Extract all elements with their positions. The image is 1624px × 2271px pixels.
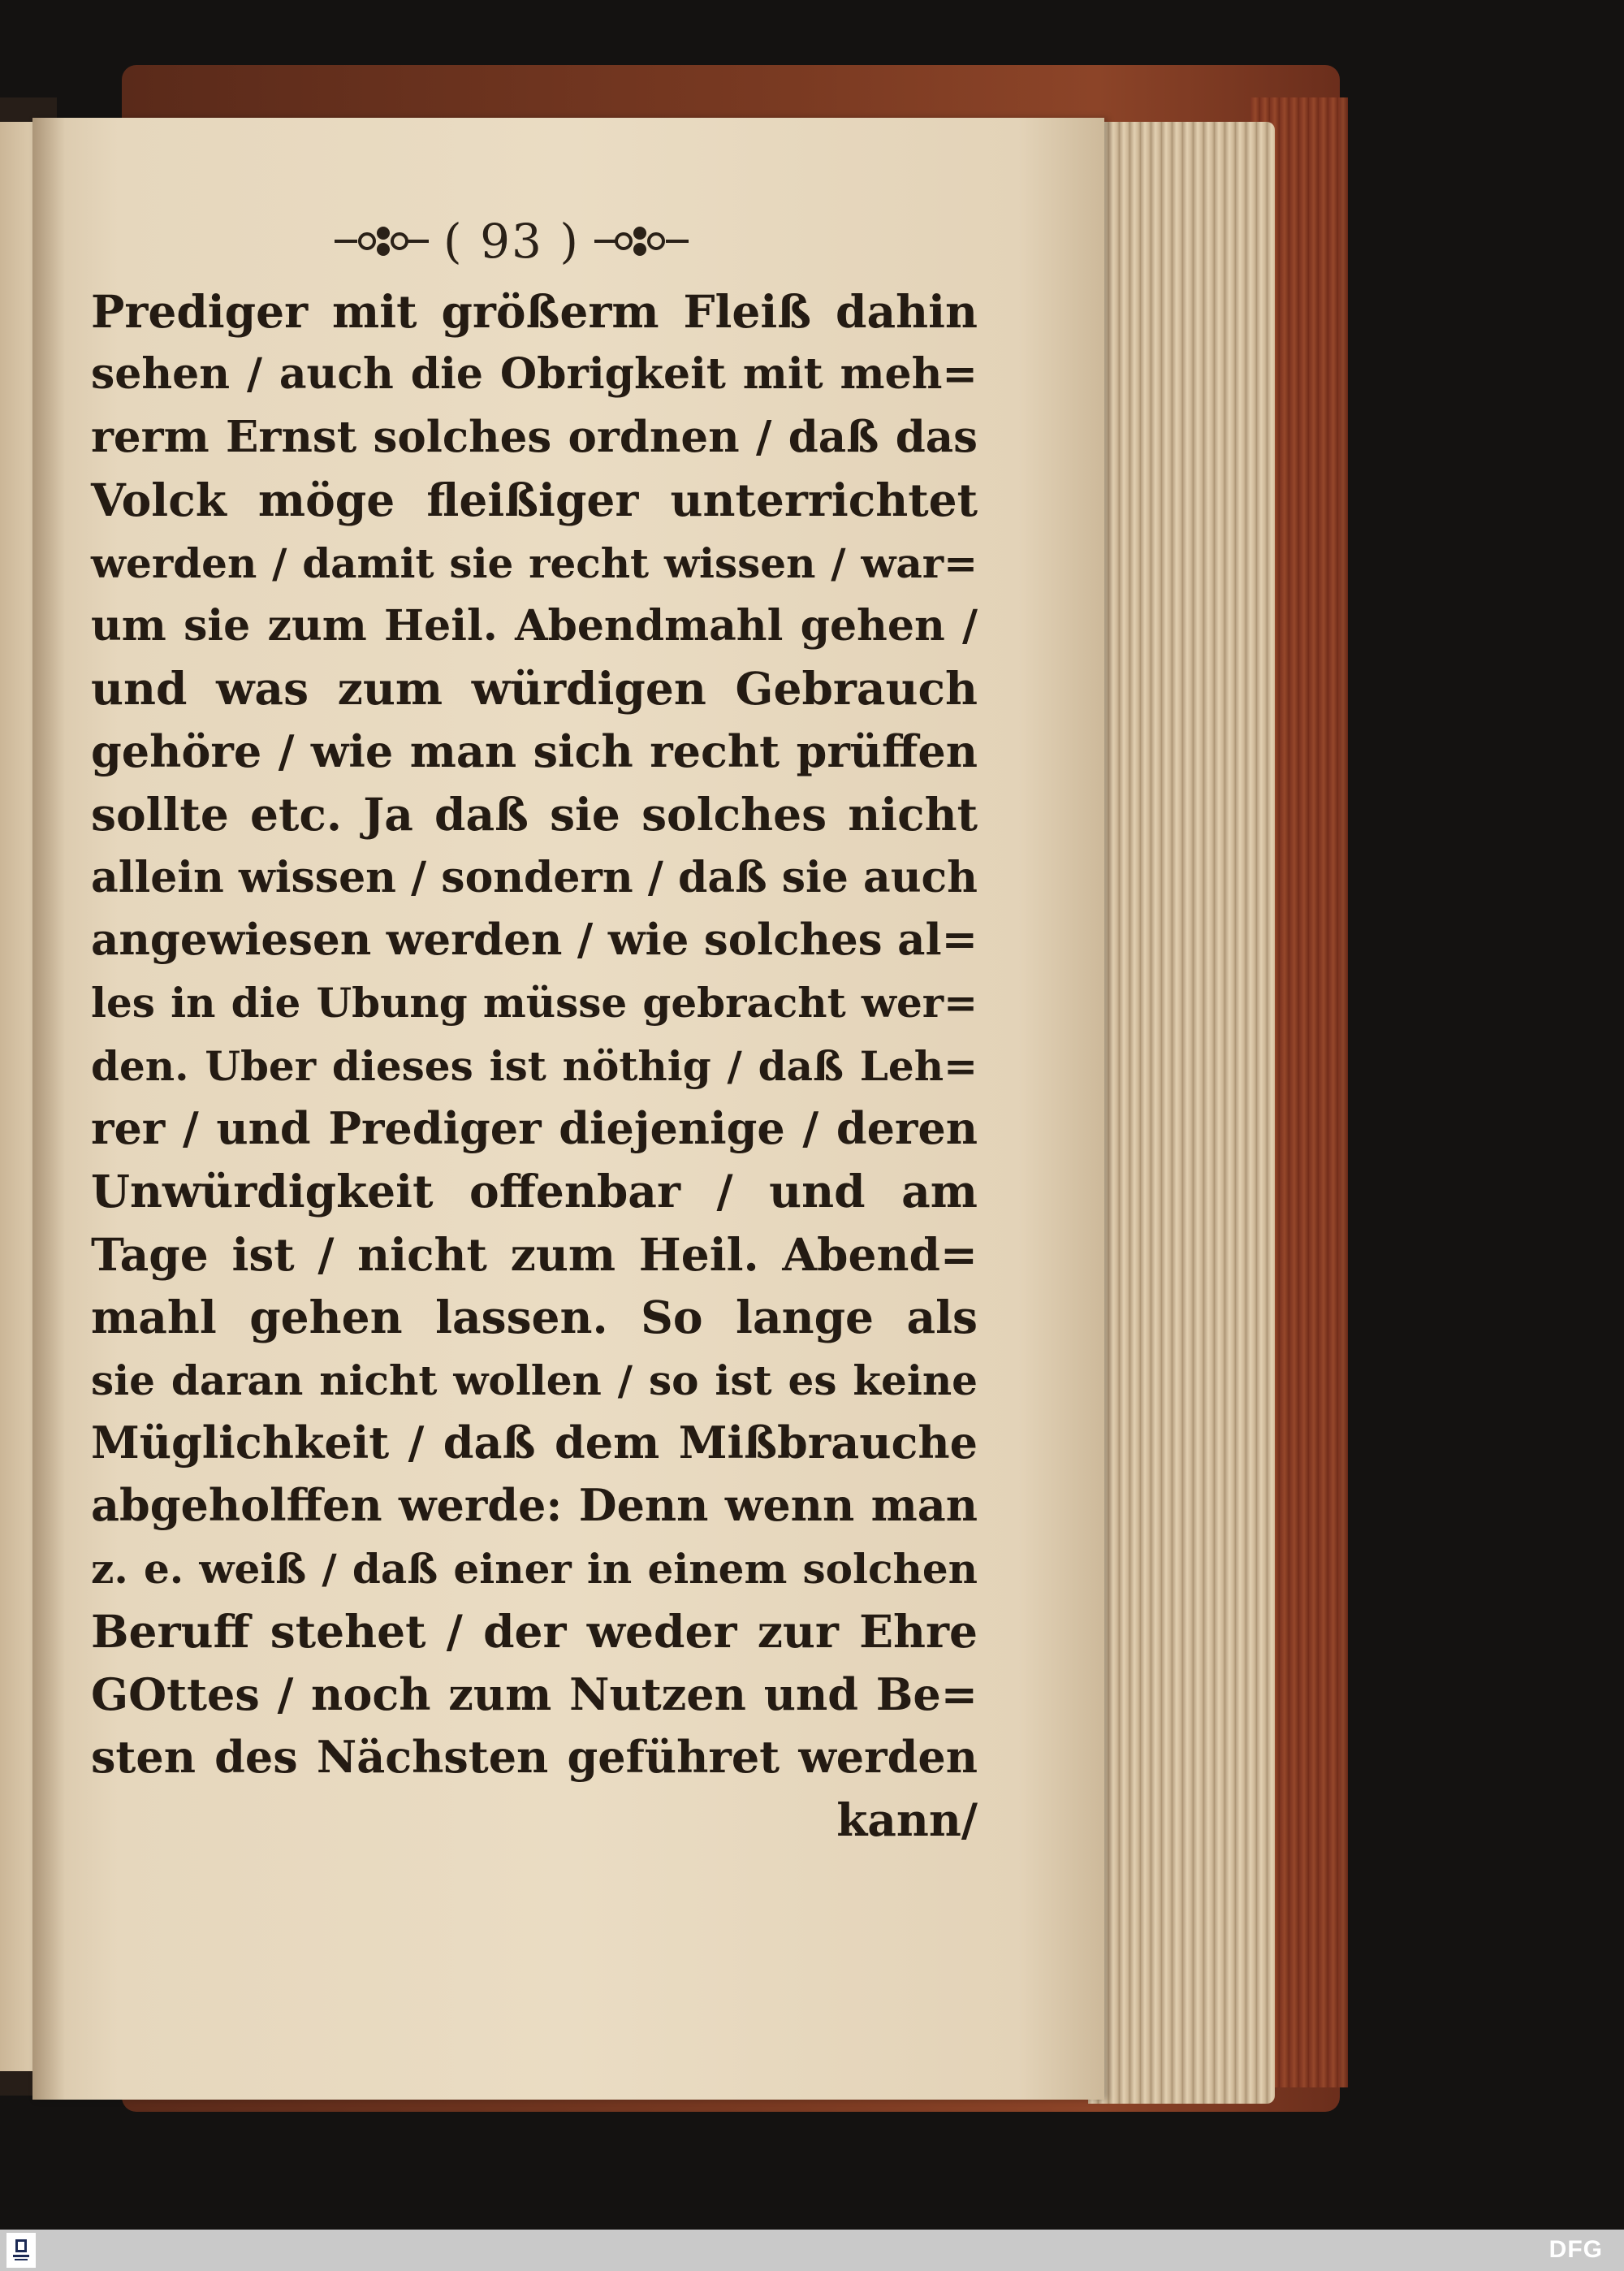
text-line: werden / damit sie recht wissen / war= (91, 539, 978, 587)
text-line: rer / und Prediger diejenige / deren (91, 1102, 978, 1155)
text-line: mahl gehen lassen. So lange als (91, 1291, 978, 1344)
text-line: Prediger mit größerm Fleiß dahin (91, 285, 978, 338)
viewer-footer (0, 2230, 1624, 2271)
text-line: und was zum würdigen Gebrauch (91, 662, 978, 716)
right-ornament-icon (593, 223, 690, 259)
text-line: sie daran nicht wollen / so ist es keine (91, 1356, 978, 1404)
text-line: Tage ist / nicht zum Heil. Abend= (91, 1227, 978, 1281)
text-line: den. Uber dieses ist nöthig / daß Leh= (91, 1041, 978, 1090)
text-line: sollte etc. Ja daß sie solches nicht (91, 788, 978, 841)
text-line: Unwürdigkeit offenbar / und am (91, 1165, 978, 1218)
text-line: Beruff stehet / der weder zur Ehre (91, 1605, 978, 1659)
text-line: gehöre / wie man sich recht prüffen (91, 725, 978, 777)
text-line: sten des Nächsten geführet werden (91, 1730, 978, 1783)
text-line: angewiesen werden / wie solches al= (91, 914, 978, 965)
library-seal-icon[interactable] (6, 2233, 36, 2268)
text-line: rerm Ernst solches ordnen / daß das (91, 411, 978, 462)
page-stack (1088, 122, 1275, 2104)
text-line: les in die Ubung müsse gebracht wer= (91, 979, 978, 1027)
page-number: ( 93 ) (443, 214, 580, 269)
text-line: allein wissen / sondern / daß sie auch (91, 852, 978, 902)
text-line: z. e. weiß / daß einer in einem solchen (91, 1544, 978, 1593)
text-line: Müglichkeit / daß dem Mißbrauche (91, 1417, 978, 1469)
seal-graphic-icon (10, 2237, 32, 2265)
text-line: abgeholffen werde: Denn wenn man (91, 1479, 978, 1532)
text-line: um sie zum Heil. Abendmahl gehen / (91, 600, 978, 651)
gutter-shadow (32, 118, 65, 2100)
catchword: kann/ (836, 1793, 978, 1847)
text-line: GOttes / noch zum Nutzen und Be= (91, 1668, 978, 1720)
dfg-label: DFG (1548, 2236, 1603, 2263)
text-line: sehen / auch die Obrigkeit mit meh= (91, 349, 978, 400)
page-header (309, 213, 715, 270)
body-text (91, 280, 978, 1852)
text-line: Volck möge fleißiger unterrichtet (91, 474, 978, 527)
left-ornament-icon (333, 223, 430, 259)
